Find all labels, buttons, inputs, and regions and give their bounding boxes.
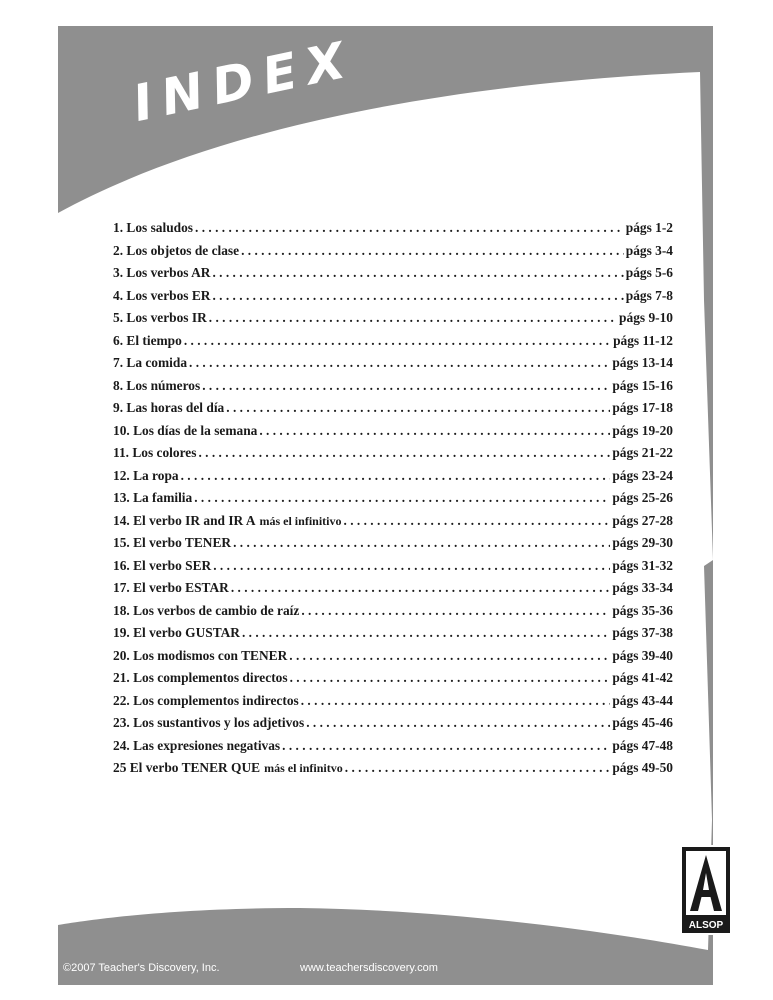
toc-entry — [113, 288, 673, 311]
toc-entry-title: 20. Los modismos con TENER — [113, 647, 288, 663]
dot-leader — [290, 670, 611, 686]
toc-entry — [113, 490, 673, 513]
toc-entry-pages: págs 37-38 — [612, 625, 673, 640]
toc-entry-pages: págs 11-12 — [613, 332, 673, 348]
toc-entry-pages: págs 15-16 — [612, 377, 673, 393]
toc-entry-title: 10. Los días de la semana — [113, 422, 258, 438]
toc-entry-pages: págs 23-24 — [612, 467, 673, 483]
toc-entry — [113, 693, 673, 716]
letter-a-icon — [688, 853, 724, 913]
toc-entry-title: 9. Las horas del día — [113, 400, 225, 415]
toc-entry-title: 17. El verbo ESTAR — [113, 580, 229, 595]
dot-leader — [306, 715, 610, 731]
toc-entry-pages: págs 47-48 — [612, 737, 673, 753]
dot-leader — [194, 490, 610, 506]
toc-entry-subtitle: más el infinitvo — [264, 761, 343, 775]
dot-leader — [212, 288, 623, 304]
toc-entry-pages: págs 29-30 — [612, 535, 673, 550]
toc-entry-title: 19. El verbo GUSTAR — [113, 625, 240, 640]
toc-entry — [113, 243, 673, 266]
dot-leader — [213, 558, 610, 574]
toc-entry-pages: págs 39-40 — [612, 647, 673, 663]
dot-leader — [198, 445, 610, 461]
toc-entry-pages: págs 3-4 — [625, 242, 673, 258]
toc-entry-pages: págs 31-32 — [612, 557, 673, 573]
dot-leader — [231, 580, 611, 596]
alsop-logo — [680, 845, 732, 935]
toc-entry-title: 22. Los complementos indirectos — [113, 692, 299, 708]
toc-entry-title: 25 El verbo TENER QUE — [113, 760, 261, 775]
toc-entry-pages: págs 45-46 — [612, 715, 673, 730]
table-of-contents — [113, 220, 673, 783]
toc-entry-title: 6. El tiempo — [113, 332, 182, 348]
toc-entry-title: 23. Los sustantivos y los adjetivos — [113, 715, 305, 730]
toc-entry-title: 8. Los números — [113, 377, 201, 393]
toc-entry — [113, 603, 673, 626]
toc-entry-title: 14. El verbo IR and IR A — [113, 512, 256, 528]
toc-entry — [113, 648, 673, 671]
toc-entry-title: 1. Los saludos — [113, 220, 194, 235]
index-title: INDEX — [127, 29, 360, 134]
toc-entry-title: 2. Los objetos de clase — [113, 242, 240, 258]
toc-entry-subtitle: más el infinitivo — [259, 513, 342, 528]
dot-leader — [301, 693, 611, 709]
toc-entry-pages: págs 5-6 — [625, 265, 673, 280]
toc-entry — [113, 558, 673, 581]
toc-entry — [113, 333, 673, 356]
toc-entry — [113, 445, 673, 468]
toc-entry-title: 13. La familia — [113, 490, 193, 505]
dot-leader — [233, 535, 610, 551]
toc-entry — [113, 378, 673, 401]
toc-entry — [113, 535, 673, 558]
dot-leader — [301, 603, 610, 619]
dot-leader — [195, 220, 624, 236]
toc-entry-pages: págs 19-20 — [612, 422, 673, 438]
toc-entry — [113, 513, 673, 536]
toc-entry — [113, 310, 673, 333]
toc-entry — [113, 670, 673, 693]
toc-entry-title: 18. Los verbos de cambio de raíz — [113, 602, 300, 618]
toc-entry — [113, 468, 673, 491]
toc-entry-pages: págs 1-2 — [625, 220, 673, 235]
dot-leader — [259, 423, 610, 439]
toc-entry — [113, 760, 673, 783]
toc-entry-pages: págs 21-22 — [612, 445, 673, 460]
toc-entry-pages: págs 43-44 — [612, 692, 673, 708]
toc-entry-pages: págs 41-42 — [612, 670, 673, 685]
dot-leader — [189, 355, 610, 371]
toc-entry-pages: págs 35-36 — [612, 602, 673, 618]
toc-entry — [113, 580, 673, 603]
toc-entry-title: 4. Los verbos ER — [113, 287, 211, 303]
dot-leader — [226, 400, 610, 416]
toc-entry — [113, 625, 673, 648]
logo-text: ALSOP — [688, 920, 724, 931]
toc-entry-pages: págs 17-18 — [612, 400, 673, 415]
toc-entry-title: 11. Los colores — [113, 445, 197, 460]
toc-entry-pages: págs 7-8 — [625, 287, 673, 303]
dot-leader — [289, 648, 610, 664]
dot-leader — [345, 760, 611, 776]
toc-entry-pages: págs 49-50 — [612, 760, 673, 775]
toc-entry — [113, 265, 673, 288]
dot-leader — [181, 468, 611, 484]
toc-entry — [113, 400, 673, 423]
toc-entry-title: 24. Las expresiones negativas — [113, 737, 281, 753]
toc-entry-title: 16. El verbo SER — [113, 557, 212, 573]
toc-entry — [113, 738, 673, 761]
toc-entry — [113, 220, 673, 243]
dot-leader — [344, 513, 611, 529]
footer-website[interactable]: www.teachersdiscovery.com — [300, 962, 438, 974]
toc-entry — [113, 715, 673, 738]
toc-entry-title: 7. La comida — [113, 355, 188, 370]
logo-letter-box — [684, 849, 728, 917]
dot-leader — [242, 625, 610, 641]
dot-leader — [209, 310, 617, 326]
toc-entry-pages: págs 33-34 — [612, 580, 673, 595]
toc-entry — [113, 355, 673, 378]
footer-copyright: ©2007 Teacher's Discovery, Inc. — [63, 962, 220, 974]
dot-leader — [184, 333, 611, 349]
dot-leader — [282, 738, 610, 754]
dot-leader — [241, 243, 624, 259]
toc-entry-title: 15. El verbo TENER — [113, 535, 232, 550]
toc-entry-pages: págs 13-14 — [612, 355, 673, 370]
toc-entry-title: 12. La ropa — [113, 467, 179, 483]
dot-leader — [212, 265, 623, 281]
toc-entry-title: 5. Los verbos IR — [113, 310, 207, 325]
toc-entry — [113, 423, 673, 446]
toc-entry-pages: págs 27-28 — [612, 512, 673, 528]
toc-entry-pages: págs 25-26 — [612, 490, 673, 505]
toc-entry-title: 21. Los complementos directos — [113, 670, 288, 685]
dot-leader — [202, 378, 610, 394]
toc-entry-title: 3. Los verbos AR — [113, 265, 211, 280]
toc-entry-pages: págs 9-10 — [619, 310, 673, 325]
